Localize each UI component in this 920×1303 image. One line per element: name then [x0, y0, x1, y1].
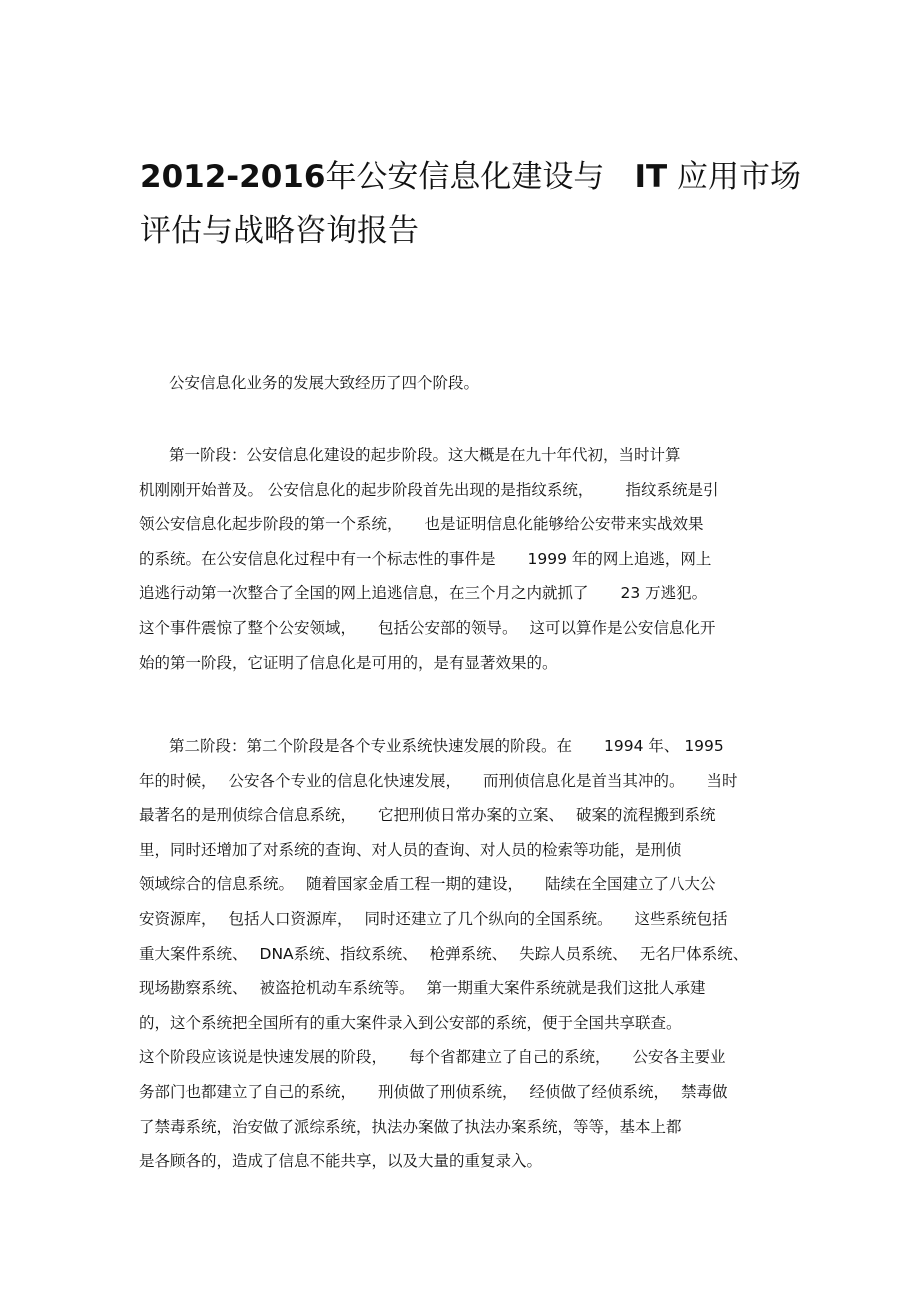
stage2-line: 最著名的是刑侦综合信息系统， 它把刑侦日常办案的立案、 破案的流程搬到系统: [139, 806, 716, 825]
stage2-line: 务部门也都建立了自己的系统， 刑侦做了刑侦系统， 经侦做了经侦系统， 禁毒做: [139, 1082, 728, 1101]
stage1-line: 始的第一阶段，它证明了信息化是可用的，是有显著效果的。: [139, 653, 558, 672]
stage2-line: 重大案件系统、 DNA系统、指纹系统、 枪弹系统、 失踪人员系统、 无名尸体系统、: [139, 944, 749, 963]
stage2-line: 安资源库， 包括人口资源库， 同时还建立了几个纵向的全国系统。 这些系统包括: [139, 909, 728, 928]
title-text-2: 应用市场: [667, 159, 801, 195]
stage2-line: 领域综合的信息系统。 随着国家金盾工程一期的建设， 陆续在全国建立了八大公: [139, 875, 716, 894]
stage1-line: 第一阶段：公安信息化建设的起步阶段。这大概是在九十年代初，当时计算: [169, 446, 681, 464]
title-line-1: [140, 150, 800, 204]
intro-text: 公安信息化业务的发展大致经历了四个阶段。: [169, 374, 480, 392]
stage2-paragraph: [139, 729, 789, 1179]
stage2-line: 这个阶段应该说是快速发展的阶段， 每个省都建立了自己的系统， 公安各主要业: [139, 1048, 726, 1067]
stage2-line: 年的时候， 公安各个专业的信息化快速发展， 而刑侦信息化是首当其冲的。 当时: [139, 771, 738, 790]
title-year-range: 2012-2016: [140, 159, 326, 195]
stage1-line: 这个事件震惊了整个公安领域， 包括公安部的领导。 这可以算作是公安信息化开: [139, 618, 716, 637]
stage1-line: 领公安信息化起步阶段的第一个系统， 也是证明信息化能够给公安带来实战效果: [139, 515, 704, 534]
title-text-1: 年公安信息化建设与: [325, 159, 605, 195]
title-it: IT: [634, 159, 668, 195]
stage1-line: 机刚刚开始普及。 公安信息化的起步阶段首先出现的是指纹系统， 指纹系统是引: [139, 480, 719, 499]
stage2-line: 里，同时还增加了对系统的查询、对人员的查询、对人员的检索等功能，是刑侦: [139, 840, 682, 859]
stage1-line: 的系统。在公安信息化过程中有一个标志性的事件是 1999 年的网上追逃，网上: [139, 549, 712, 568]
intro-paragraph: [139, 366, 789, 401]
stage1-line: 追逃行动第一次整合了全国的网上追逃信息，在三个月之内就抓了 23 万逃犯。: [139, 584, 708, 603]
stage1-paragraph: [139, 438, 789, 680]
stage2-line: 现场勘察系统、 被盗抢机动车系统等。 第一期重大案件系统就是我们这批人承建: [139, 979, 706, 998]
document-title: [140, 150, 800, 258]
stage2-line: 第二阶段：第二个阶段是各个专业系统快速发展的阶段。在 1994 年、 1995: [169, 737, 724, 755]
stage2-line: 是各顾各的，造成了信息不能共享，以及大量的重复录入。: [139, 1152, 543, 1171]
stage2-line: 了禁毒系统，治安做了派综系统，执法办案做了执法办案系统，等等，基本上都: [139, 1117, 682, 1136]
title-line-2: 评估与战略咨询报告: [140, 213, 419, 249]
stage2-line: 的，这个系统把全国所有的重大案件录入到公安部的系统，便于全国共享联查。: [139, 1013, 682, 1032]
